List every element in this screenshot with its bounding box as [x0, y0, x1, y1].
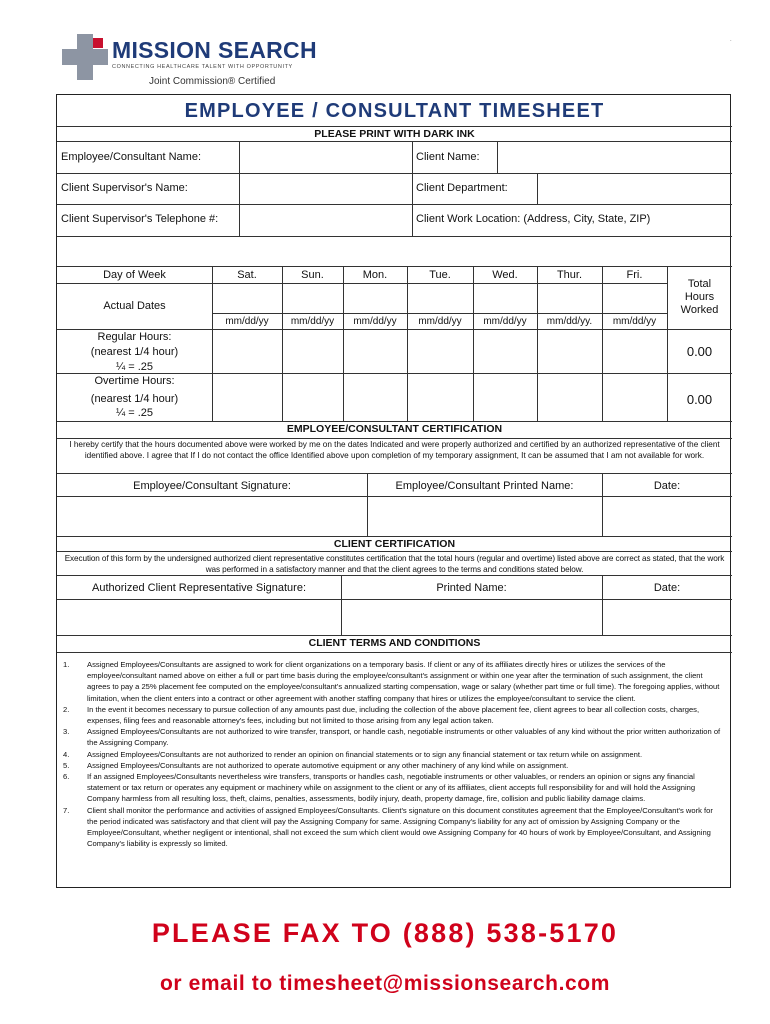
- work-location-field[interactable]: [57, 237, 732, 266]
- date-field-fri[interactable]: [603, 284, 667, 313]
- client-name-field[interactable]: [498, 142, 731, 173]
- email-instruction: or email to timesheet@missionsearch.com: [159, 972, 611, 995]
- date-format-fri: mm/dd/yy: [612, 316, 657, 327]
- employee-name-label: Employee/Consultant Name:: [61, 151, 202, 163]
- regular-quarter-label: ¼ = .25: [115, 361, 153, 373]
- day-mon: Mon.: [362, 269, 388, 281]
- company-logo: [62, 34, 362, 90]
- client-printed-name-field[interactable]: [342, 600, 602, 635]
- client-date-label: Date:: [653, 582, 681, 594]
- term-number: 6.: [63, 772, 70, 782]
- term-number: 4.: [63, 749, 70, 759]
- accreditation-text: Joint Commission® Certified: [149, 76, 276, 87]
- day-of-week-label: Day of Week: [103, 269, 166, 281]
- client-name-label: Client Name:: [416, 151, 480, 163]
- term-text: In the event it becomes necessary to pursue collection of any amounts past due, including the collection of the above placement fee, client agrees to bear all collection costs, charges, expenses, filing fees and reasonable attorney's fees, including but not limited to those arising from any legal action taken.: [87, 704, 700, 726]
- print-note: PLEASE PRINT WITH DARK INK: [314, 128, 475, 140]
- list-item: [63, 749, 725, 760]
- brand-name: [112, 37, 317, 64]
- term-text: Assigned Employees/Consultants are not authorized to wire transfer, transport, or handle cash, negotiable instruments or other valuables of any kind without the prior written authorization of the Assigning Company.: [87, 727, 721, 748]
- date-format-mon: mm/dd/yy: [353, 316, 397, 327]
- day-tue: Tue.: [429, 269, 451, 281]
- day-wed: Wed.: [492, 269, 518, 281]
- term-number: 5.: [63, 760, 70, 770]
- supervisor-name-field[interactable]: [240, 174, 412, 204]
- day-sun: Sun.: [301, 269, 324, 281]
- terms-heading: CLIENT TERMS AND CONDITIONS: [308, 637, 481, 649]
- overtime-nearest-label: (nearest 1/4 hour): [90, 393, 179, 405]
- form-title: EMPLOYEE / CONSULTANT TIMESHEET: [184, 100, 605, 122]
- work-location-label: Client Work Location: (Address, City, State, ZIP): [416, 213, 651, 225]
- employee-cert-text: I hereby certify that the hours documented above were worked by me on the dates Indicated and were properly authorized and certified by an authorized representative of the client identified above. I agree that If I do not contact the office Identified above upon completion of my temporary assignment, It can be assumed that I am not available for work.: [69, 440, 720, 460]
- client-printed-name-label: Printed Name:: [436, 582, 507, 594]
- date-field-sun[interactable]: [283, 284, 343, 313]
- date-field-mon[interactable]: [344, 284, 407, 313]
- employee-date-label: Date:: [653, 480, 681, 492]
- regular-hours-label: Regular Hours:: [97, 331, 172, 343]
- term-text: Client shall monitor the performance and activities of assigned Employees/Consultants. Client's signature on this document constitutes agreement that the Employee/Consultant's work for the period indicated was satisfactory and that client will pay the Assigning Company for same. Assigning Company's liability for any act of omission by Assigning Company or the Employee/Consultant, whether negligent or intentional, shall not exceed the sum which client would owe Assigning Company for 40 hours of work by Employee/Consultant, and Assigning Company's liability is expressly so limited.: [87, 805, 713, 849]
- brand-tagline: CONNECTING HEALTHCARE TALENT WITH OPPORTUNITY: [112, 64, 293, 70]
- overtime-quarter-label: ¼ = .25: [115, 407, 153, 419]
- list-item: [63, 805, 725, 850]
- list-item: [63, 659, 725, 704]
- corner-mark: .: [730, 37, 732, 43]
- employee-signature-field[interactable]: [57, 497, 367, 536]
- timesheet-form: [56, 94, 731, 888]
- term-text: If an assigned Employees/Consultants nevertheless wire transfers, transports or handles cash, negotiable instruments or other valuables, or renders an opinion or signs any financial statement or tax return or operates any equipment or machinery while on assignment to the client or any of its affiliates, client accepts full responsibility for and will hold the Assigning Company harmless from all resulting loss, theft, claims, penalties, assessments, bodily injury, death, property damage, fire, collision and public liability damage claims.: [87, 772, 696, 804]
- client-department-field[interactable]: [538, 174, 731, 204]
- actual-dates-label: Actual Dates: [103, 300, 166, 312]
- terms-list: [63, 659, 725, 849]
- employee-printed-name-field[interactable]: [368, 497, 602, 536]
- day-fri: Fri.: [626, 269, 643, 281]
- list-item: [63, 760, 725, 771]
- supervisor-phone-label: Client Supervisor's Telephone #:: [61, 213, 219, 225]
- employee-name-field[interactable]: [240, 142, 412, 173]
- term-number: 2.: [63, 704, 70, 714]
- brand-search: SEARCH: [217, 37, 317, 63]
- day-thur: Thur.: [556, 269, 583, 281]
- day-sat: Sat.: [237, 269, 257, 281]
- overtime-hours-row[interactable]: [213, 374, 667, 421]
- supervisor-name-label: Client Supervisor's Name:: [61, 182, 188, 194]
- list-item: [63, 704, 725, 726]
- date-format-sat: mm/dd/yy: [225, 316, 269, 327]
- employee-cert-heading: EMPLOYEE/CONSULTANT CERTIFICATION: [286, 423, 503, 435]
- brand-mission: MISSION: [112, 37, 212, 63]
- client-cert-text: Execution of this form by the undersigned authorized client representative constitutes certification that the total hours (regular and overtime) listed above are correct as stated, that the work was performed in a satisfactory manner and that the client agrees to the terms and conditions stated below.: [64, 554, 725, 574]
- term-number: 7.: [63, 805, 70, 815]
- date-format-thur: mm/dd/yy.: [546, 316, 593, 327]
- client-date-field[interactable]: [603, 600, 732, 635]
- employee-date-field[interactable]: [603, 497, 732, 536]
- term-text: Assigned Employees/Consultants are assigned to work for client organizations on a temporary basis. If client or any of its affiliates directly hires or utilizes the services of the employee/consultant named above on either a full or part time basis during the employee/consultant's assignment or within one year after the termination of such assignment, the client agrees to pay a 25% placement fee computed on the employee/consultant's annualized starting compensation, wage or salary (whether part time or full time). The foregoing applies, without limitation, when the client enters into a contract or other agreement with another staffing company that hires or utilizes the employee/consultant to service the client.: [87, 660, 720, 703]
- cross-icon: [62, 34, 108, 80]
- employee-signature-label: Employee/Consultant Signature:: [133, 480, 291, 492]
- list-item: [63, 726, 725, 748]
- employee-printed-name-label: Employee/Consultant Printed Name:: [395, 480, 574, 492]
- overtime-total-value: 0.00: [686, 392, 713, 407]
- date-field-wed[interactable]: [474, 284, 537, 313]
- client-signature-field[interactable]: [57, 600, 341, 635]
- date-field-thur[interactable]: [538, 284, 602, 313]
- regular-hours-row[interactable]: [213, 330, 667, 373]
- term-number: 3.: [63, 727, 70, 737]
- date-format-wed: mm/dd/yy: [483, 316, 527, 327]
- overtime-hours-label: Overtime Hours:: [94, 375, 175, 387]
- list-item: [63, 771, 725, 805]
- term-text: Assigned Employees/Consultants are not authorized to render an opinion on financial statements or to sign any financial statement or tax return while on assignment.: [87, 749, 643, 759]
- date-field-tue[interactable]: [408, 284, 473, 313]
- date-format-sun: mm/dd/yy: [290, 316, 335, 327]
- client-signature-label: Authorized Client Representative Signature:: [91, 582, 306, 594]
- total-hours-label: Total Hours Worked: [680, 278, 719, 316]
- client-department-label: Client Department:: [416, 182, 508, 194]
- client-cert-heading: CLIENT CERTIFICATION: [333, 538, 456, 550]
- date-format-tue: mm/dd/yy: [418, 316, 462, 327]
- regular-nearest-label: (nearest 1/4 hour): [90, 346, 179, 358]
- fax-instruction: PLEASE FAX TO (888) 538-5170: [151, 918, 619, 948]
- supervisor-phone-field[interactable]: [240, 205, 412, 236]
- term-text: Assigned Employees/Consultants are not authorized to operate automotive equipment or any other machinery of any kind while on assignment.: [87, 760, 569, 770]
- regular-total-value: 0.00: [686, 344, 713, 359]
- term-number: 1.: [63, 660, 70, 669]
- date-field-sat[interactable]: [213, 284, 282, 313]
